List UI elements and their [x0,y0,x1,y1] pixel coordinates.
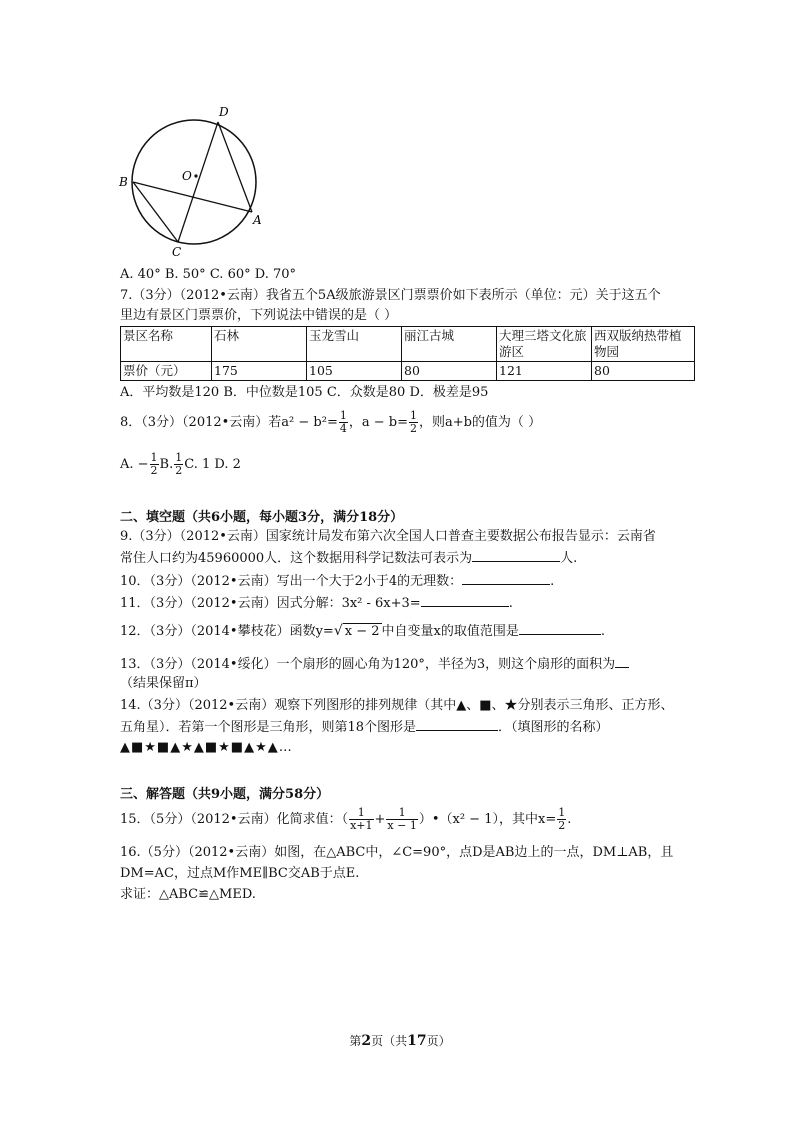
label-a: A [253,213,262,227]
answer-blank[interactable] [462,572,550,585]
answer-blank[interactable] [615,655,629,668]
table-cell: 121 [497,362,592,381]
fraction: $\frac{1}{2}$ [150,451,158,477]
total-pages: 17 [407,1033,427,1049]
q9-line2: 常住人口约为45960000人．这个数据用科学记数法可表示为 人. [120,551,578,566]
table-cell: 80 [592,362,695,381]
circle-figure [110,100,280,265]
circle [132,120,256,244]
page-footer: 第2页（共17页） [349,1033,451,1049]
answer-blank[interactable] [421,594,509,607]
shape-sequence: ▲■★■▲★▲■★■▲★▲… [120,740,293,755]
ticket-price-table [120,326,695,381]
q7-line2: 里边有景区门票票价，下列说法中错误的是（ ） [120,308,398,323]
center-point [194,174,197,177]
label-o: O [182,169,192,183]
answer-blank[interactable] [519,622,601,635]
q13-line1: 13．（3分）（2014•绥化）一个扇形的圆心角为120°，半径为3，则这个扇形的面积为 [120,655,629,674]
q8-options: A. − $\frac{1}{2}$ B. $\frac{1}{2}$ C. 1 D. 2 [120,451,241,477]
q14-line2: 五角星）．若第一个图形是三角形，则第18个图形是 ．（填图形的名称） [120,720,609,735]
q7-options: A．平均数是120 B．中位数是105 C．众数是80 D．极差是95 [120,385,489,400]
q11: 11．（3分）（2012•云南）因式分解：3x² - 6x+3= . [120,596,513,611]
table-cell: 105 [307,362,402,381]
table-cell: 西双版纳热带植物园 [592,327,695,362]
fraction: $\frac{1}{4}$ [339,409,347,435]
label-b: B [119,175,128,189]
answer-blank[interactable] [416,718,498,731]
table-cell: 丽江古城 [402,327,497,362]
q16-line1: 16.（5分）（2012•云南）如图，在△ABC中，∠C=90°，点D是AB边上的一点，DM⊥AB，且 [120,845,674,860]
fraction: $\frac{1}{2}$ [558,806,566,832]
section2-title: 二、填空题（共6小题，每小题3分，满分18分） [120,510,404,525]
q9-line1: 9.（3分）（2012•云南）国家统计局发布第六次全国人口普查主要数据公布报告显示：云南省 [120,529,656,544]
table-cell: 玉龙雪山 [307,327,402,362]
fraction: $\frac{1}{2}$ [175,451,183,477]
table-cell: 175 [212,362,307,381]
q15: 15．（5分）（2012•云南）化简求值：（ $\frac{1}{x+1}$ + $\frac{1}{x - 1}$ ）•（x² − 1），其中x= $\frac{1}{2}$ . [120,806,572,832]
q16-line2: DM=AC，过点M作ME∥BC交AB于点E. [120,866,360,881]
current-page: 2 [361,1033,372,1049]
q16-line3: 求证：△ABC≌△MED. [120,887,256,902]
table-cell: 景区名称 [121,327,212,362]
table-cell: 石林 [212,327,307,362]
q7-line1: 7.（3分）（2012•云南）我省五个5A级旅游景区门票票价如下表所示（单位：元）关于这五个 [120,288,661,303]
q8-question: 8．（3分）（2012•云南）若a² − b²= $\frac{1}{4}$ ，a − b= $\frac{1}{2}$ ，则a+b的值为（ ） [120,409,542,435]
q14-line1: 14.（3分）（2012•云南）观察下列图形的排列规律（其中▲、■、★分别表示三角形、正方形、 [120,698,674,713]
q10: 10．（3分）（2012•云南）写出一个大于2小于4的无理数： . [120,574,555,589]
table-row [121,362,695,381]
q12: 12．（3分）（2014•攀枝花）函数y=√ x − 2 中自变量x的取值范围是 . [120,623,605,639]
table-cell: 大理三塔文化旅游区 [497,327,592,362]
label-d: D [219,105,229,119]
fraction: $\frac{1}{x - 1}$ [387,806,417,832]
section3-title: 三、解答题（共9小题，满分58分） [120,787,330,802]
fraction: $\frac{1}{x+1}$ [350,806,373,832]
table-header-row [121,327,695,362]
label-c: C [172,245,182,259]
q13-line2: （结果保留π） [120,676,207,691]
table-cell: 票价（元） [121,362,212,381]
fraction: $\frac{1}{2}$ [409,409,417,435]
q6-options: A. 40° B. 50° C. 60° D. 70° [120,267,297,282]
table-cell: 80 [402,362,497,381]
answer-blank[interactable] [472,549,560,562]
